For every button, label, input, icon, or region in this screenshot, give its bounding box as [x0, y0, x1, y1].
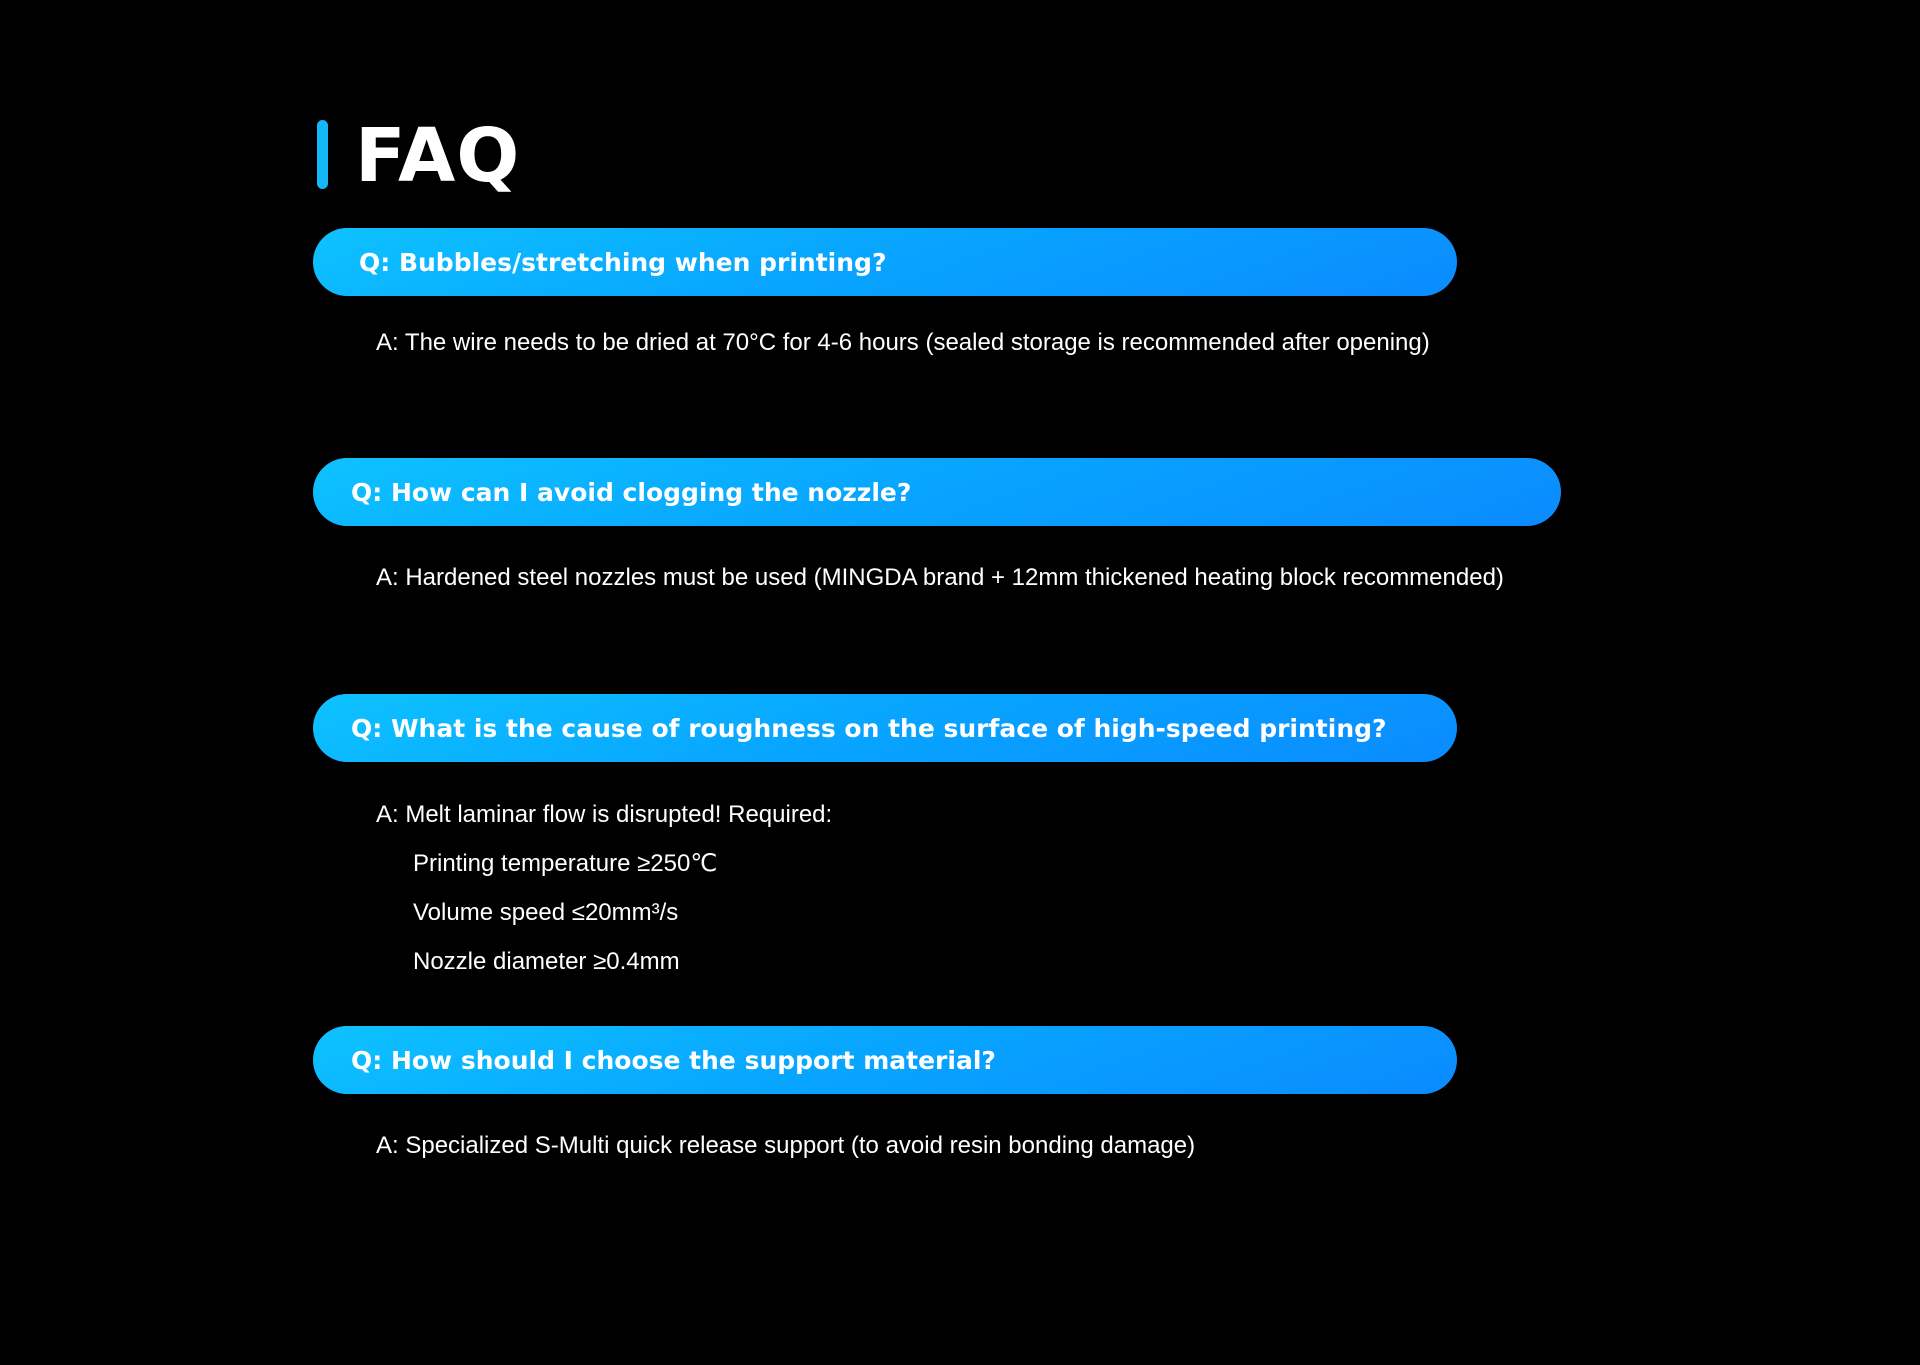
faq-question-1-text: Q: Bubbles/stretching when printing? [359, 247, 887, 277]
faq-question-2-text: Q: How can I avoid clogging the nozzle? [351, 477, 912, 507]
faq-question-4 [313, 1026, 1457, 1094]
faq-question-2 [313, 458, 1561, 526]
faq-question-4-text: Q: How should I choose the support material? [351, 1045, 996, 1075]
faq-answer-3-requirement: Volume speed ≤20mm³/s [413, 899, 679, 926]
page-title: FAQ [355, 113, 521, 199]
faq-answer-1: A: The wire needs to be dried at 70°C for 4-6 hours (sealed storage is recommended after opening) [376, 329, 1430, 356]
faq-answer-2: A: Hardened steel nozzles must be used (MINGDA brand + 12mm thickened heating block recommended) [376, 564, 1504, 591]
faq-answer-3-requirement: Nozzle diameter ≥0.4mm [413, 948, 680, 975]
faq-answer-3-requirement: Printing temperature ≥250℃ [413, 850, 718, 877]
faq-question-1 [313, 228, 1457, 296]
faq-question-3-text: Q: What is the cause of roughness on the surface of high-speed printing? [351, 713, 1387, 743]
faq-answer-3: A: Melt laminar flow is disrupted! Required: [376, 801, 833, 828]
title-accent-bar [317, 120, 328, 189]
faq-answer-4: A: Specialized S-Multi quick release support (to avoid resin bonding damage) [376, 1132, 1196, 1159]
faq-question-3 [313, 694, 1457, 762]
